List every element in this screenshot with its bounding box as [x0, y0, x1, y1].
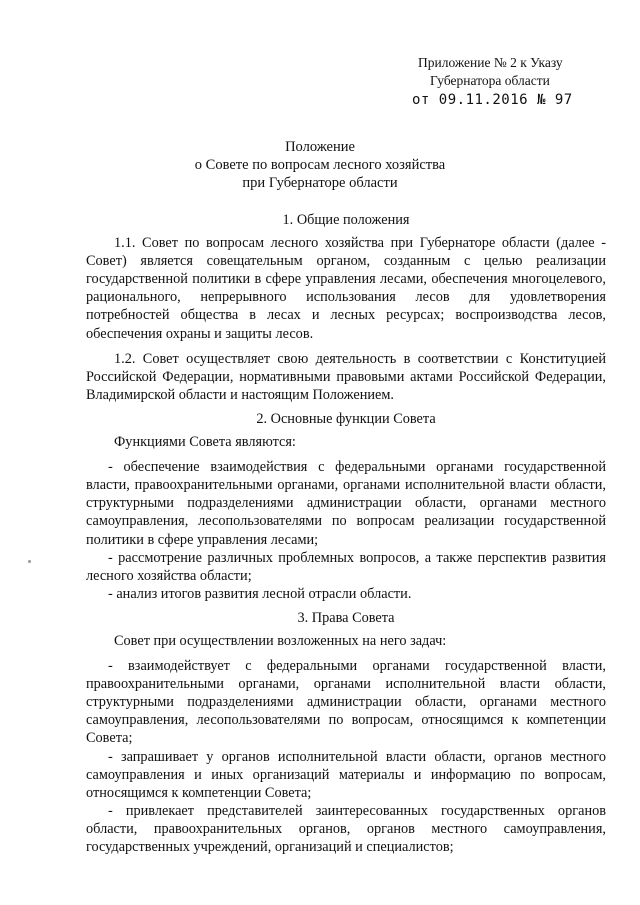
appendix-stamp [412, 54, 618, 109]
document-title [0, 138, 640, 192]
section-3-item-3: - привлекает представителей заинтересованных государственных органов области, правоохранительных органов, органов местного самоуправления, государственных учреждений, организаций и специалистов; [86, 802, 606, 855]
section-2-item-1: - обеспечение взаимодействия с федеральными органами государственной власти, правоохранительными органами, органами исполнительной власти области, структурными подразделениями администрации области, органами местного самоуправления, лесопользователями по вопросам реализации государственной политики в сфере управления лесами; [86, 459, 606, 548]
section-2-heading: 2. Основные функции Совета [256, 410, 436, 427]
section-3-item-2: - запрашивает у органов исполнительной власти области, органов местного самоуправления и иных организаций материалы и информацию по вопросам, относящимся к компетенции Совета; [86, 748, 606, 801]
section-2-item-2: - рассмотрение различных проблемных вопросов, а также перспектив развития лесного хозяйства области; [86, 549, 606, 584]
appendix-label: Приложение № 2 к Указу [418, 55, 563, 70]
appendix-authority: Губернатора области [430, 73, 550, 88]
section-2-intro: Функциями Совета являются: [114, 434, 296, 451]
section-1-heading: 1. Общие положения [282, 212, 410, 228]
document-body [86, 205, 606, 856]
paragraph-1-1: 1.1. Совет по вопросам лесного хозяйства при Губернаторе области (далее - Совет) является совещательным органом, созданным с целью реализации государственной политики в сфере управления лесами, обеспечения многоцелевого, рационального, непрерывного использования лесов для удовлетворения потребностей общества в лесах и лесных ресурсах; воспроизводства лесов, обеспечения охраны и защиты лесов. [86, 235, 606, 342]
title-line-2: о Совете по вопросам лесного хозяйства [194, 157, 446, 173]
scan-speck [28, 560, 31, 563]
paragraph-1-2: 1.2. Совет осуществляет свою деятельность в соответствии с Конституцией Российской Федерации, нормативными правовыми актами Российской Федерации, Владимирской области и настоящим Положением. [86, 350, 606, 403]
title-line-3: при Губернаторе области [242, 175, 398, 191]
section-3-item-1: - взаимодействует с федеральными органами государственной власти, правоохранительными органами, органами исполнительной власти области, структурными подразделениями администрации области, органами местного самоуправления, лесопользователями по вопросам, относящимся к компетенции Совета; [86, 658, 606, 747]
section-3-heading: 3. Права Совета [297, 609, 395, 626]
appendix-date-number: от 09.11.2016 № 97 [412, 92, 573, 108]
section-2-item-3: - анализ итогов развития лесной отрасли области. [108, 585, 412, 602]
title-line-1: Положение [285, 139, 355, 155]
section-3-intro: Совет при осуществлении возложенных на него задач: [114, 632, 447, 649]
